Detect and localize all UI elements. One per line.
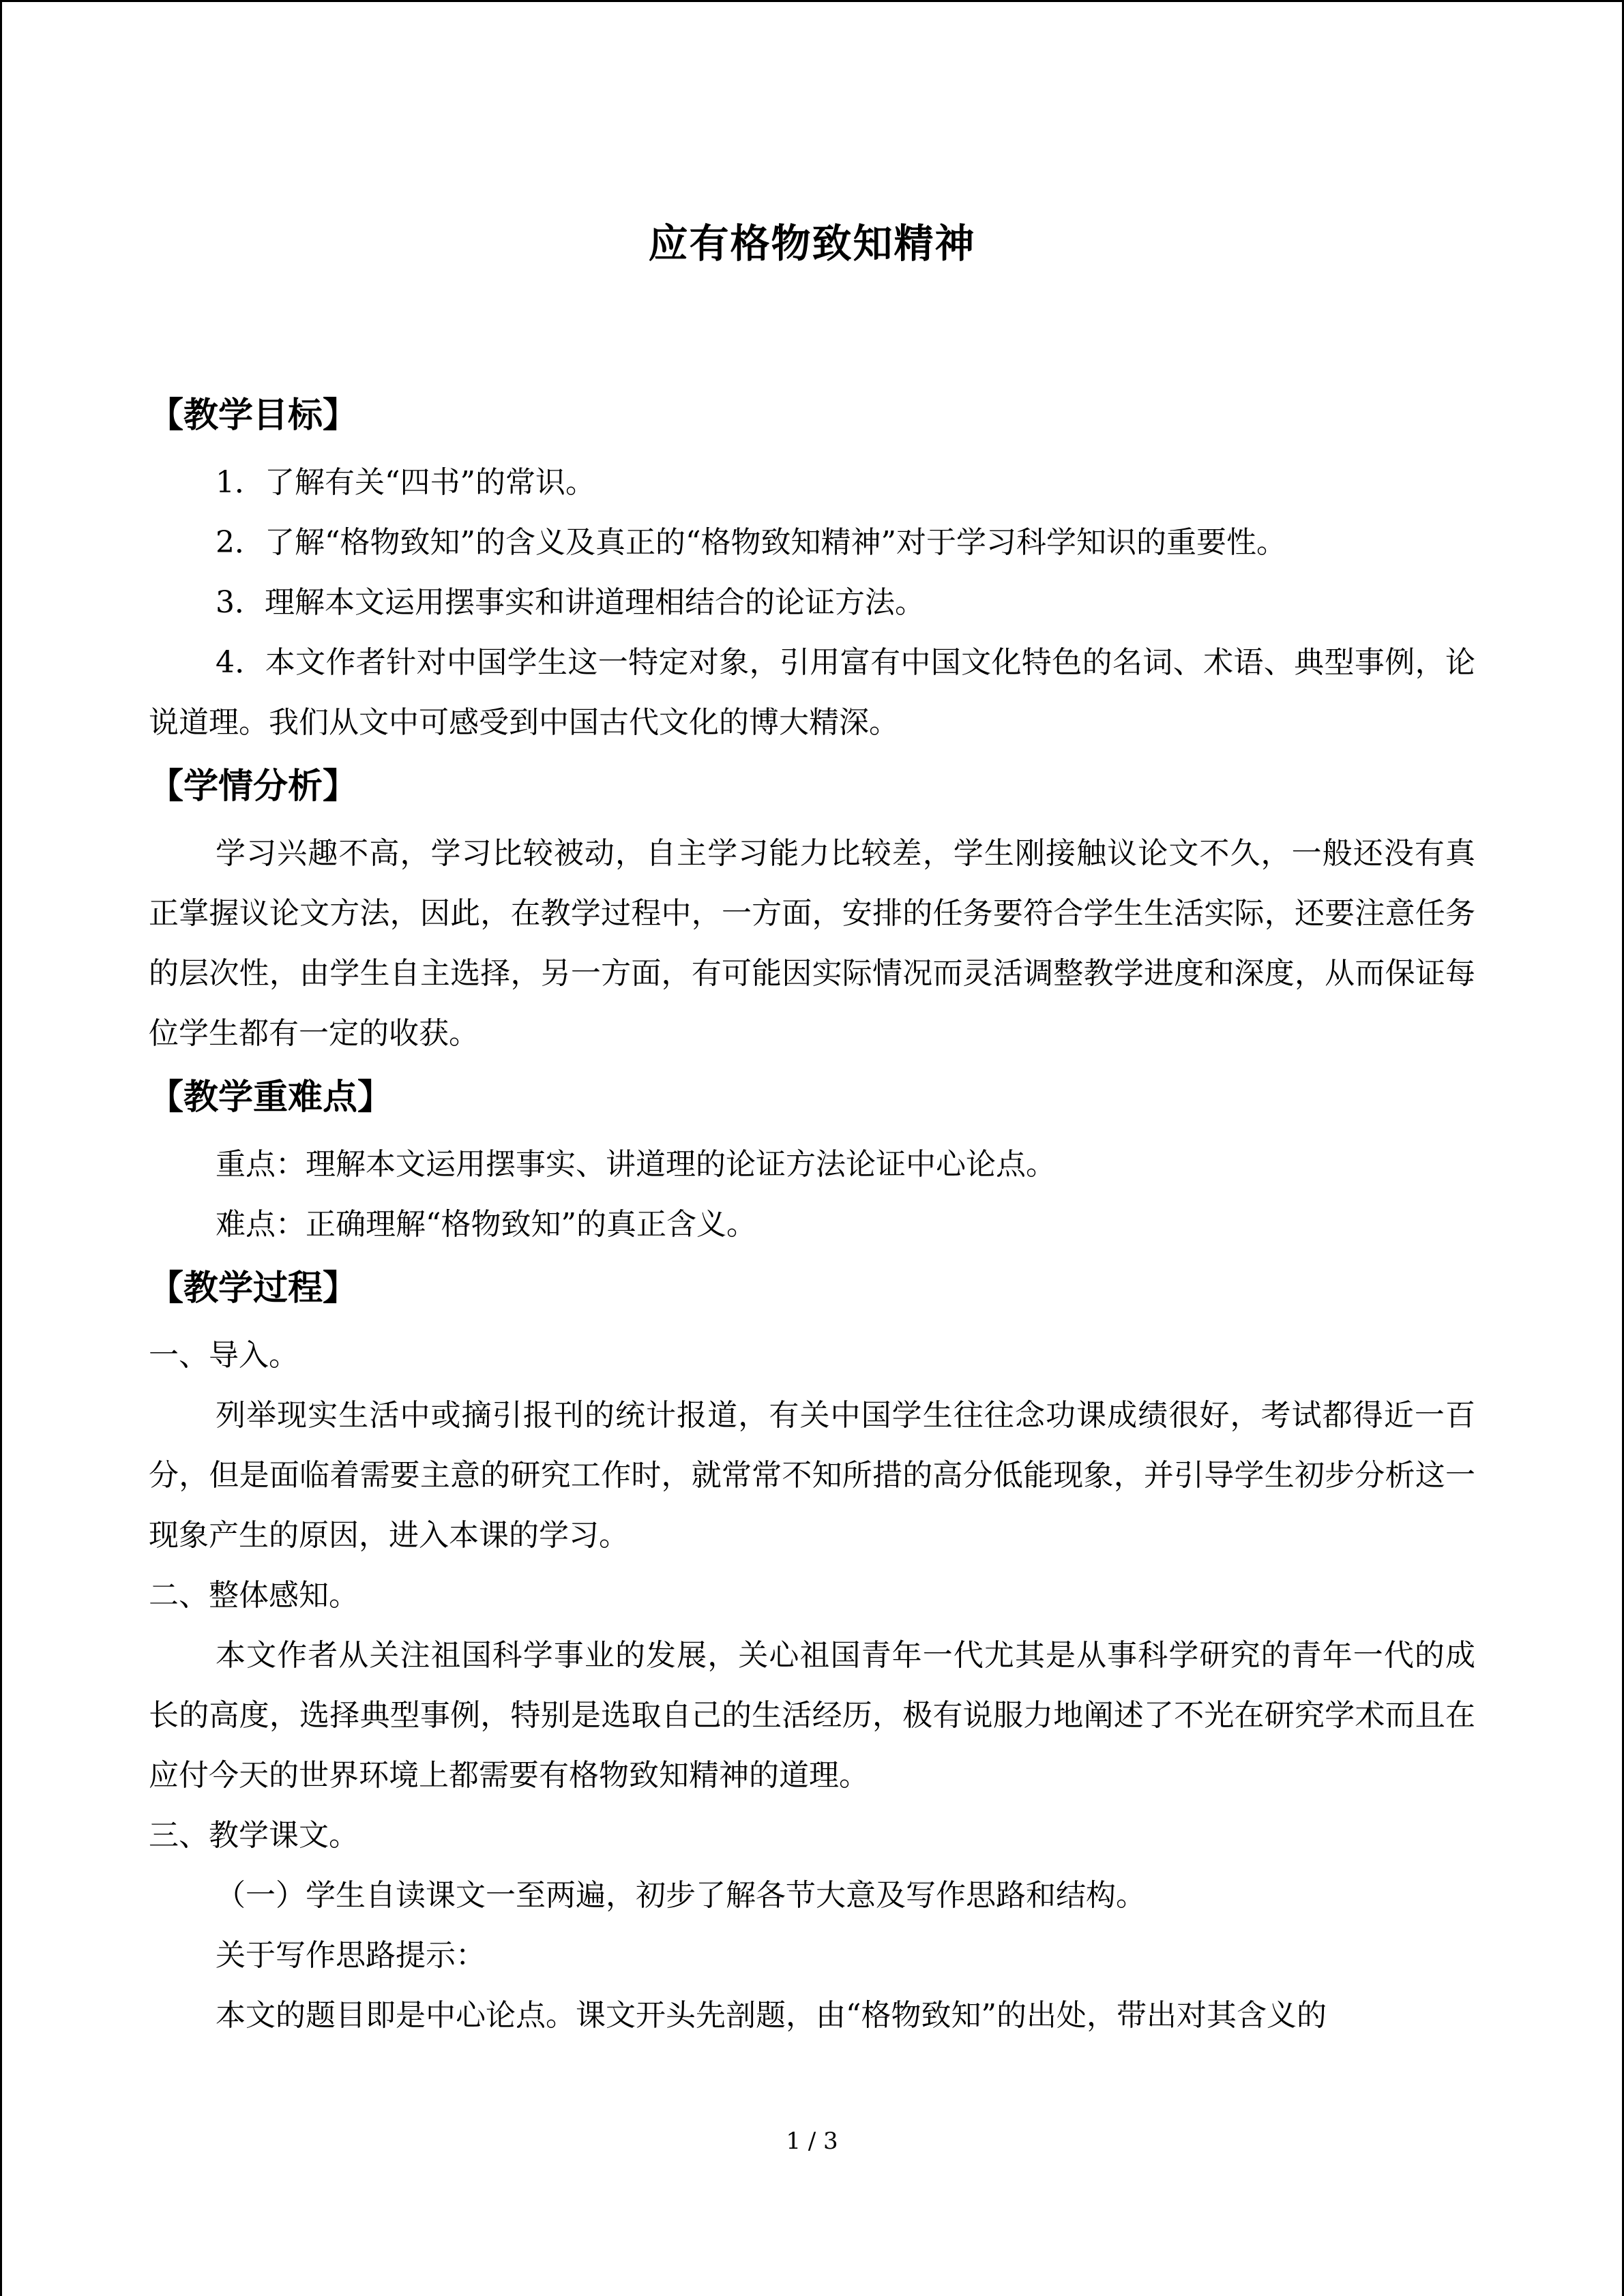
section-key-points	[149, 1068, 1475, 1255]
step-paragraph: 关于写作思路提示：	[216, 1938, 486, 1973]
step-paragraph: 本文作者从关注祖国科学事业的发展，关心祖国青年一代尤其是从事科学研究的青年一代的成长的高度，选择典型事例，特别是选取自己的生活经历，极有说服力地阐述了不光在研究学术而且在应付今天的世界环境上都需要有格物致知精神的道理。	[149, 1638, 1475, 1793]
key-point: 重点：理解本文运用摆事实、讲道理的论证方法论证中心论点。	[216, 1147, 1056, 1182]
objective-item: 4．本文作者针对中国学生这一特定对象，引用富有中国文化特色的名词、术语、典型事例，论说道理。我们从文中可感受到中国古代文化的博大精深。	[149, 645, 1475, 740]
section-heading: 【教学重难点】	[149, 1077, 393, 1118]
section-learning-analysis	[149, 757, 1475, 1064]
objective-item: 2．了解“格物致知”的含义及真正的“格物致知精神”对于学习科学知识的重要性。	[216, 525, 1286, 560]
document-body	[149, 382, 1475, 2046]
difficult-point: 难点：正确理解“格物致知”的真正含义。	[216, 1207, 756, 1242]
section-heading: 【教学过程】	[149, 1268, 358, 1309]
step-paragraph: 本文的题目即是中心论点。课文开头先剖题，由“格物致知”的出处，带出对其含义的	[216, 1998, 1327, 2033]
step-label: 二、整体感知。	[149, 1578, 359, 1613]
document-title: 应有格物致知精神	[648, 220, 976, 267]
step-paragraph: 列举现实生活中或摘引报刊的统计报道，有关中国学生往往念功课成绩很好，考试都得近一百分，但是面临着需要主意的研究工作时，就常常不知所措的高分低能现象，并引导学生初步分析这一现象产生的原因，进入本课的学习。	[149, 1398, 1475, 1553]
section-teaching-objectives	[149, 386, 1475, 753]
objective-item: 1．了解有关“四书”的常识。	[216, 465, 595, 500]
page-number: 1 / 3	[786, 2128, 838, 2155]
page-border-left	[0, 0, 2, 2296]
section-teaching-process	[149, 1259, 1475, 2046]
objective-item: 3．理解本文运用摆事实和讲道理相结合的论证方法。	[216, 585, 925, 620]
step-label: 一、导入。	[149, 1338, 299, 1373]
section-heading: 【教学目标】	[149, 396, 358, 436]
analysis-paragraph: 学习兴趣不高，学习比较被动，自主学习能力比较差，学生刚接触议论文不久，一般还没有真正掌握议论文方法，因此，在教学过程中，一方面，安排的任务要符合学生生活实际，还要注意任务的层次性，由学生自主选择，另一方面，有可能因实际情况而灵活调整教学进度和深度，从而保证每位学生都有一定的收获。	[149, 836, 1475, 1051]
step-paragraph: （一）学生自读课文一至两遍，初步了解各节大意及写作思路和结构。	[216, 1878, 1146, 1913]
step-label: 三、教学课文。	[149, 1818, 359, 1853]
page-border-top	[0, 0, 1624, 2]
section-heading: 【学情分析】	[149, 766, 358, 807]
